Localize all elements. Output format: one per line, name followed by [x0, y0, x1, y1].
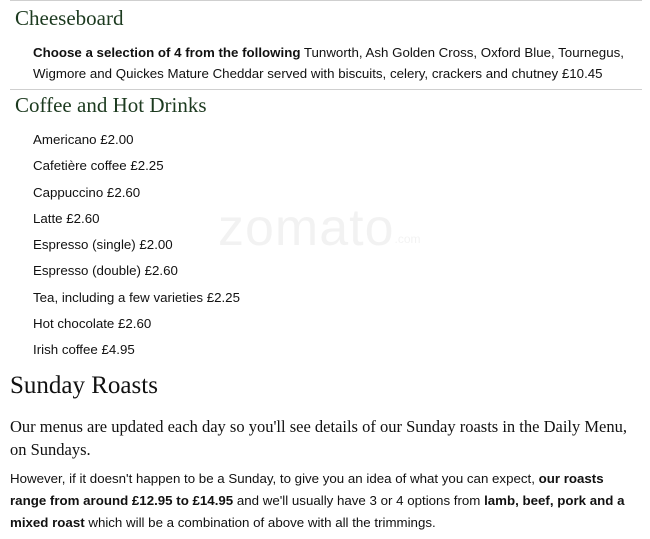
list-item: Cappuccino £2.60 [33, 184, 141, 200]
list-item: Americano £2.00 [33, 132, 134, 147]
roast-description: However, if it doesn't happen to be a Sunday, to give you an idea of what you can expect, our roasts range from around £12.95 to £14.95 and we'll usually have 3 or 4 options from lamb, beef, pork and a mixed roast which will be a combination of above with all the trimmings. [10, 471, 625, 530]
list-item: Hot chocolate £2.60 [33, 316, 152, 332]
sunday-intro: Our menus are updated each day so you'll see details of our Sunday roasts in the Daily Menu, on Sundays. [10, 417, 627, 459]
list-item: Cafetière coffee £2.25 [33, 158, 164, 174]
list-item: Espresso (double) £2.60 [33, 263, 178, 279]
roast-options: lamb, beef, pork and a mixed roast [10, 493, 625, 530]
cheeseboard-heading: Cheeseboard [15, 6, 124, 30]
section-divider [10, 89, 642, 90]
cheeseboard-description [33, 42, 643, 84]
list-item: Latte £2.60 [33, 210, 100, 226]
list-item: Espresso (single) £2.00 [33, 237, 173, 253]
list-item: Tea, including a few varieties £2.25 [33, 289, 240, 305]
list-item: Irish coffee £4.95 [33, 342, 135, 358]
zomato-watermark: zomato.com [218, 199, 421, 257]
top-divider [10, 0, 642, 1]
cheeseboard-details: Tunworth, Ash Golden Cross, Oxford Blue, Tournegus, Wigmore and Quickes Mature Cheddar served with biscuits, celery, crackers and chutney £10.45 [33, 45, 624, 81]
drinks-list [33, 129, 240, 366]
cheeseboard-lead: Choose a selection of 4 from the following [33, 45, 301, 60]
coffee-heading: Coffee and Hot Drinks [15, 93, 207, 117]
roast-price-range: our roasts range from around £12.95 to £14.95 [10, 471, 604, 508]
sunday-roasts-heading: Sunday Roasts [10, 372, 158, 399]
